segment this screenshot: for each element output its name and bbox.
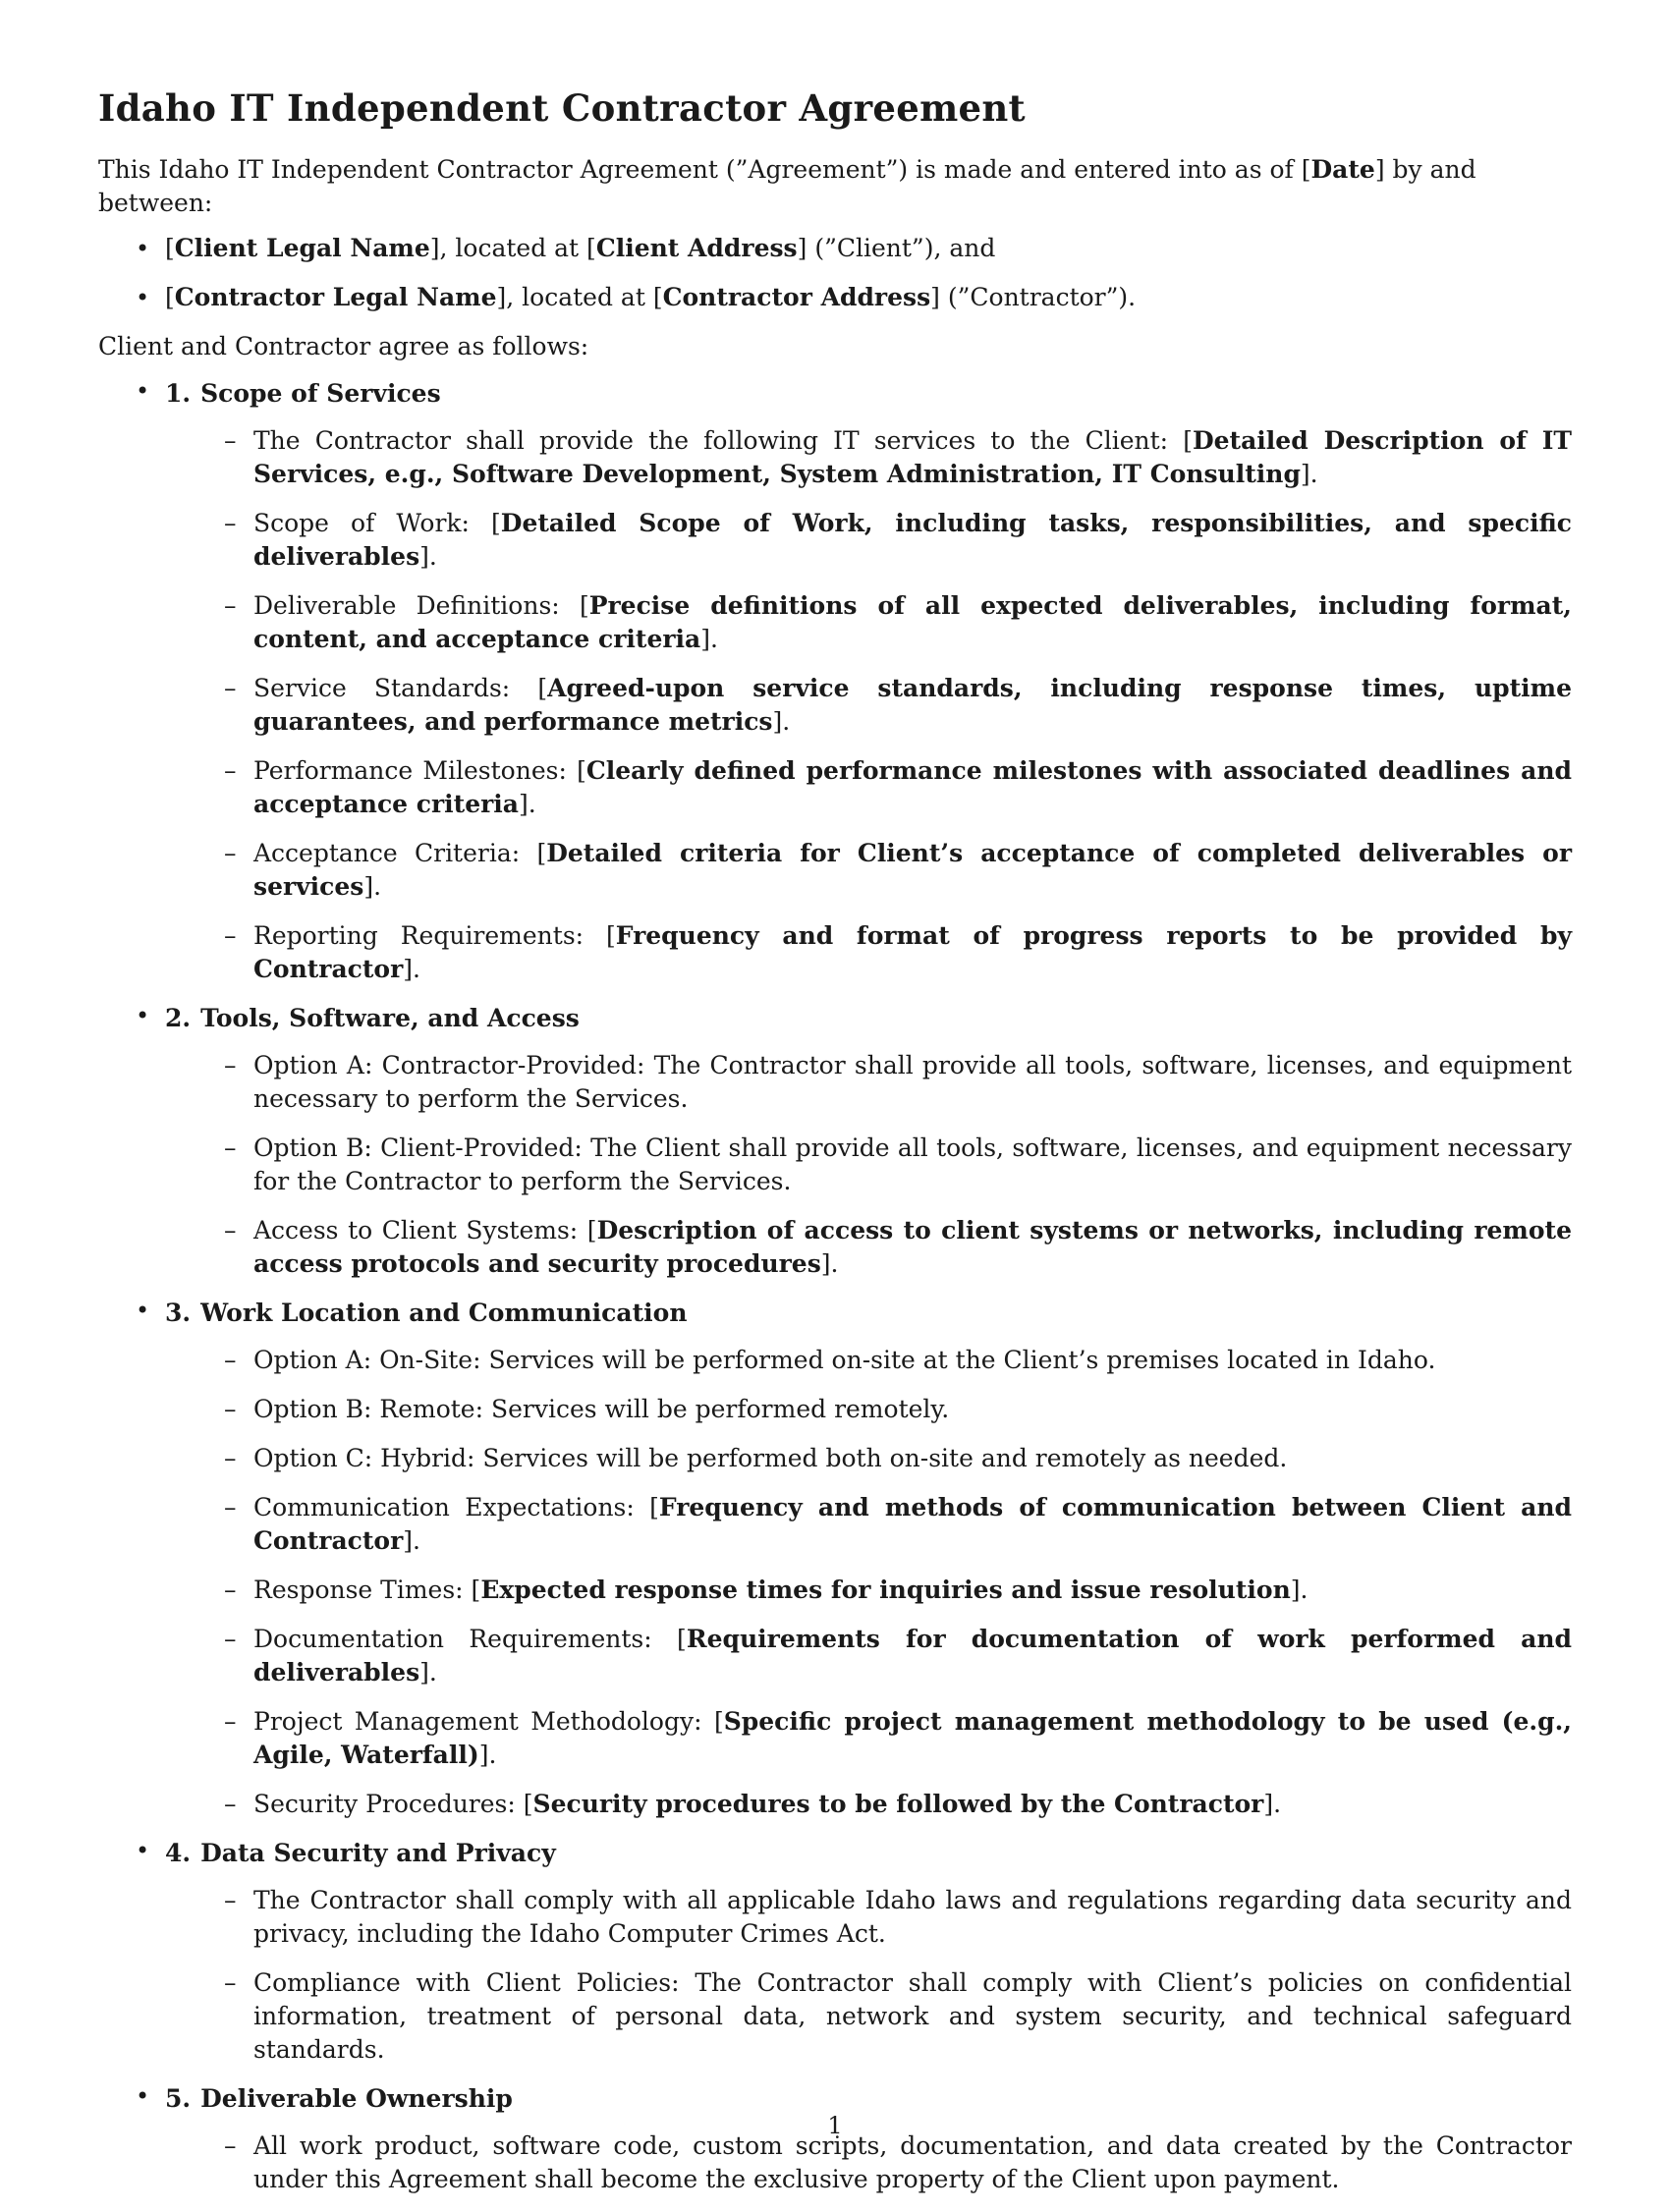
item-placeholder: Frequency and methods of communication between Client and Contractor (253, 1493, 1572, 1555)
item-text-suffix: ]. (1263, 1790, 1282, 1818)
list-item (224, 589, 1572, 656)
bullet-icon: • (136, 377, 150, 405)
item-text: Compliance with Client Policies: The Contractor shall comply with Client’s policies on confidential information, treatment of personal data, network and system security, and technical safeguard standards. (253, 1968, 1572, 2064)
section-1 (136, 377, 1572, 986)
party-client (136, 232, 1572, 265)
list-item (224, 1344, 1572, 1377)
bullet-icon: • (136, 1002, 150, 1029)
item-text: Response Times: [ (253, 1576, 481, 1604)
bullet-icon: • (136, 1297, 150, 1324)
dash-icon: – (224, 2131, 237, 2160)
item-text-suffix: ]. (363, 872, 382, 901)
dash-icon: – (224, 509, 237, 537)
section-number: 4. (165, 1839, 192, 1867)
section-heading (165, 1002, 1572, 1035)
dash-icon: – (224, 1444, 237, 1472)
item-placeholder: Description of access to client systems or networks, including remote access protocols and security procedures (253, 1216, 1573, 1278)
party-connector: ], located at [ (496, 283, 663, 311)
item-text: Access to Client Systems: [ (253, 1216, 597, 1244)
bullet-icon: • (136, 1837, 150, 1864)
intro-text-after: ] by and between: (98, 155, 1476, 217)
item-text: Option C: Hybrid: Services will be performed both on-site and remotely as needed. (253, 1444, 1288, 1472)
list-item (224, 507, 1572, 574)
bracket-open: [ (165, 234, 175, 262)
party-suffix: ] (”Contractor”). (930, 283, 1137, 311)
list-item (224, 1132, 1572, 1198)
list-item (224, 1393, 1572, 1426)
item-placeholder: Precise definitions of all expected deliverables, including format, content, and acceptance criteria (253, 591, 1573, 653)
item-text-suffix: ]. (1290, 1576, 1308, 1604)
item-placeholder: Frequency and format of progress reports to be provided by Contractor (253, 921, 1572, 983)
item-text: Option B: Remote: Services will be performed remotely. (253, 1395, 950, 1423)
section-5 (136, 2082, 1572, 2196)
page-number: 1 (827, 2112, 843, 2139)
dash-icon: – (224, 674, 237, 702)
section-4 (136, 1837, 1572, 2067)
item-text-suffix: ]. (700, 625, 718, 653)
dash-icon: – (224, 1576, 237, 1604)
item-text-suffix: ]. (519, 790, 536, 818)
item-placeholder: Detailed criteria for Client’s acceptance of completed deliverables or services (253, 839, 1572, 901)
item-text-suffix: ]. (403, 955, 420, 983)
dash-icon: – (224, 921, 237, 950)
item-text: All work product, software code, custom scripts, documentation, and data created by the Contractor under this Agreement shall become the exclusive property of the Client upon payment. (253, 2131, 1572, 2193)
contractor-name-placeholder: Contractor Legal Name (174, 283, 497, 311)
dash-icon: – (224, 1493, 237, 1521)
list-item (224, 754, 1572, 821)
item-placeholder: Clearly defined performance milestones with associated deadlines and acceptance criteria (253, 756, 1572, 818)
list-item (224, 1705, 1572, 1772)
list-item (224, 1491, 1572, 1558)
item-text-suffix: ]. (772, 707, 791, 736)
parties-list (98, 232, 1572, 314)
section-items (165, 1884, 1572, 2067)
bullet-icon: • (136, 284, 150, 311)
dash-icon: – (224, 1051, 237, 1079)
section-items (165, 2129, 1572, 2196)
item-text-suffix: ]. (403, 1526, 420, 1555)
item-text: Option A: Contractor-Provided: The Contractor shall provide all tools, software, licenses, and equipment necessary to perform the Services. (253, 1051, 1572, 1113)
document-page (98, 86, 1572, 2212)
list-item (224, 837, 1572, 904)
bracket-open: [ (165, 283, 175, 311)
dash-icon: – (224, 1346, 237, 1374)
party-connector: ], located at [ (429, 234, 596, 262)
dash-icon: – (224, 1216, 237, 1244)
page-title: Idaho IT Independent Contractor Agreement (98, 86, 1026, 130)
list-item (224, 424, 1572, 491)
section-heading (165, 2082, 1572, 2116)
date-placeholder: Date (1310, 155, 1375, 184)
list-item (224, 1574, 1572, 1607)
item-text: Acceptance Criteria: [ (253, 839, 547, 867)
bullet-icon: • (136, 2082, 150, 2110)
dash-icon: – (224, 426, 237, 455)
dash-icon: – (224, 1790, 237, 1818)
dash-icon: – (224, 1625, 237, 1653)
sections-list (98, 377, 1572, 2196)
section-2 (136, 1002, 1572, 1281)
item-text-suffix: ]. (419, 542, 437, 571)
section-title: Tools, Software, and Access (200, 1004, 580, 1032)
list-item (224, 919, 1572, 986)
list-item (224, 1214, 1572, 1281)
item-placeholder: Agreed-upon service standards, including response times, uptime guarantees, and performance metrics (253, 674, 1572, 736)
dash-icon: – (224, 1968, 237, 1997)
dash-icon: – (224, 1134, 237, 1162)
list-item (224, 672, 1572, 739)
list-item (224, 1623, 1572, 1689)
section-number: 3. (165, 1299, 192, 1327)
dash-icon: – (224, 756, 237, 785)
list-item (224, 1049, 1572, 1116)
lead-text: Client and Contractor agree as follows: (98, 332, 589, 360)
client-name-placeholder: Client Legal Name (174, 234, 430, 262)
item-text: Option B: Client-Provided: The Client shall provide all tools, software, licenses, and equipment necessary for the Contractor to perform the Services. (253, 1134, 1572, 1195)
section-number: 5. (165, 2084, 192, 2113)
item-text: The Contractor shall provide the following IT services to the Client: [ (253, 426, 1193, 455)
item-text: Documentation Requirements: [ (253, 1625, 687, 1653)
party-contractor (136, 281, 1572, 314)
section-number: 2. (165, 1004, 192, 1032)
item-placeholder: Security procedures to be followed by the Contractor (532, 1790, 1264, 1818)
item-text: Deliverable Definitions: [ (253, 591, 589, 620)
item-text: Scope of Work: [ (253, 509, 501, 537)
item-placeholder: Expected response times for inquiries and issue resolution (480, 1576, 1291, 1604)
item-placeholder: Detailed Scope of Work, including tasks, responsibilities, and specific deliverables (253, 509, 1572, 571)
intro-text-before: This Idaho IT Independent Contractor Agreement (”Agreement”) is made and entered into as of [ (98, 155, 1311, 184)
section-3 (136, 1297, 1572, 1821)
list-item (224, 1788, 1572, 1821)
list-item (224, 1442, 1572, 1475)
dash-icon: – (224, 1395, 237, 1423)
item-placeholder: Specific project management methodology to be used (e.g., Agile, Waterfall) (253, 1707, 1572, 1769)
section-items (165, 1344, 1572, 1821)
item-text: Project Management Methodology: [ (253, 1707, 724, 1736)
item-text: Reporting Requirements: [ (253, 921, 616, 950)
item-text-suffix: ]. (478, 1741, 497, 1769)
section-heading (165, 1837, 1572, 1870)
item-text: Communication Expectations: [ (253, 1493, 659, 1521)
intro-paragraph (98, 153, 1572, 220)
list-item (224, 2129, 1572, 2196)
item-text: Service Standards: [ (253, 674, 548, 702)
section-title: Data Security and Privacy (200, 1839, 556, 1867)
section-number: 1. (165, 379, 192, 408)
bullet-icon: • (136, 235, 150, 262)
item-text: The Contractor shall comply with all applicable Idaho laws and regulations regarding data security and privacy, including the Idaho Computer Crimes Act. (253, 1886, 1572, 1948)
list-item (224, 1966, 1572, 2067)
list-item (224, 1884, 1572, 1951)
party-suffix: ] (”Client”), and (797, 234, 996, 262)
section-title: Scope of Services (200, 379, 441, 408)
section-heading (165, 1297, 1572, 1330)
section-title: Work Location and Communication (200, 1299, 688, 1327)
item-placeholder: Detailed Description of IT Services, e.g., Software Development, System Administration, IT Consulting (253, 426, 1573, 488)
item-text-suffix: ]. (820, 1249, 839, 1278)
item-text: Performance Milestones: [ (253, 756, 586, 785)
section-heading (165, 377, 1572, 411)
contractor-address-placeholder: Contractor Address (662, 283, 931, 311)
client-address-placeholder: Client Address (595, 234, 798, 262)
section-items (165, 424, 1572, 986)
dash-icon: – (224, 1707, 237, 1736)
item-text-suffix: ]. (1300, 460, 1318, 488)
section-title: Deliverable Ownership (200, 2084, 513, 2113)
section-items (165, 1049, 1572, 1281)
item-text: Option A: On-Site: Services will be performed on-site at the Client’s premises located in Idaho. (253, 1346, 1436, 1374)
dash-icon: – (224, 839, 237, 867)
item-placeholder: Requirements for documentation of work performed and deliverables (253, 1625, 1572, 1687)
dash-icon: – (224, 1886, 237, 1914)
dash-icon: – (224, 591, 237, 620)
item-text-suffix: ]. (419, 1658, 437, 1687)
item-text: Security Procedures: [ (253, 1790, 533, 1818)
